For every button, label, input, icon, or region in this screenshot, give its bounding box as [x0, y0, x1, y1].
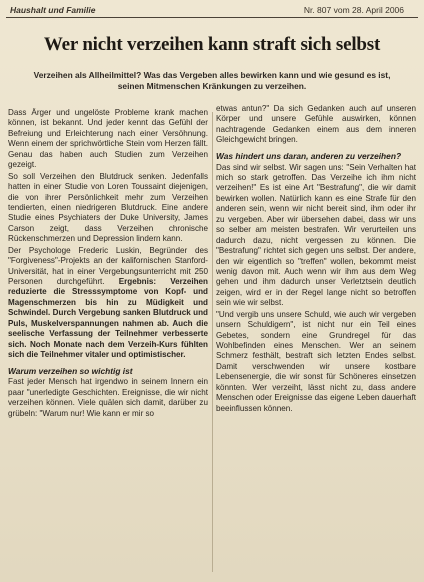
article-lead: Verzeihen als Allheilmittel? Was das Vergeben alles bewirken kann und wie gesund es ist, seinen Mitmenschen Kränkungen zu verzeihen. [33, 70, 391, 92]
paragraph: "Und vergib uns unsere Schuld, wie auch wir vergeben unsern Schuldigern", ist nicht nur ein Teil eines Gebetes, sondern eine Grundregel für das Wohlbefinden eines Menschen. Wer an seinem Schmerz festhält, bestraft sich letzten Endes selbst. Damit verschwenden wir unsere kostbare Lebensenergie, die wir sonst für Schöneres einsetzen könnten. Wer verzeiht, lässt nicht zu, dass andere Menschen oder Ereignisse das eigene Leben dauerhaft beeinflussen können. [216, 309, 416, 413]
left-column [8, 108, 208, 420]
article-headline: Wer nicht verzeihen kann straft sich selbst [43, 34, 381, 55]
issue-label: Nr. 807 vom 28. April 2006 [303, 5, 404, 15]
paragraph: Fast jeder Mensch hat irgendwo in seinem Innern ein paar "unerledigte Geschichten. Ereignisse, die wir nicht verzeihen können. Viele quälen sich damit, darüber zu grübeln: "Warum nur! Wie kann er mir so [8, 377, 208, 418]
subheading: Was hindert uns daran, anderen zu verzeihen? [216, 150, 402, 161]
paragraph-text: Der Psychologe Frederic Luskin, Begründer des "Forgiveness"-Projekts an der kalifornischen Stanford-Universität, hat in einer Vergebungsunterricht mit 250 Personen durchgeführt. [8, 245, 208, 286]
right-column [216, 104, 416, 415]
paragraph: Dass Ärger und ungelöste Probleme krank machen können, ist bekannt. Und jeder kennt das Gefühl der Befreiung und Erleichterung nach einer Versöhnung. Wenn einem der sprichwörtliche Stein vom Herzen fällt. Genau das haben auch Studien zum Verzeihen gezeigt. [8, 108, 208, 170]
paragraph [8, 246, 208, 361]
section-label: Haushalt und Familie [10, 5, 96, 15]
paragraph: Das sind wir selbst. Wir sagen uns: "Sein Verhalten hat mich so stark getroffen. Das Verzeihe ich ihm nicht verzeihen!" Es ist eine Art "Bestrafung", die wir damit bewirken wollen. Natürlich kann es eine Strafe für den anderen sein, wenn wir nicht bereit sind, ihm oder ihr zu vergeben. Aber wir übersehen dabei, dass wir uns so selber am meisten bestrafen. Wir verurteilen uns dadurch dazu, nicht vergessen zu können. Die "Bestrafung" richtet sich gegen uns selbst. Der andere, den wir eigentlich so "treffen" wollen, bekommt meist wenig davon mit. Auch wenn wir ihm aus dem Weg gehen und ihm dadurch unser Verletztsein deutlich zeigen, wird er in der Regel lange nicht so betroffen sein wie wir selbst. [216, 162, 416, 308]
subheading: Warum verzeihen so wichtig ist [8, 365, 133, 376]
paragraph-bold-text: Ergebnis: Verzeihen reduzierte die Stresssymptome von Kopf- und Magenschmerzen bis hin zu Müdigkeit und Schwindel. Durch Vergebung sanken Blutdruck und Puls, Muskelverspannungen nahmen ab. Auch die seelische Verfassung der Teilnehmer verbesserte sich. Noch Monate nach dem Verzeih-Kurs fühlten sich die Teilnehmer vitaler und optimistischer. [8, 277, 208, 360]
page-header [6, 2, 418, 18]
paragraph: etwas antun?" Da sich Gedanken auch auf unseren Körper und unsere Gefühle auswirken, können nachtragende Gedanken einem aus dem inneren Gleichgewicht bringen. [216, 104, 416, 145]
paragraph: So soll Verzeihen den Blutdruck senken. Jedenfalls hatten in einer Studie von Loren Toussaint diejenigen, die von ihrer Persönlichkeit mehr zum Verzeihen tendierten, einen niedrigeren Blutdruck. Eine andere Studie eines Psychiaters der Duke University, James Carson zeigt, dass Verzeihen chronische Rückenschmerzen und Depression lindern kann. [8, 171, 208, 244]
column-divider [212, 112, 213, 572]
header-rule [6, 17, 418, 18]
